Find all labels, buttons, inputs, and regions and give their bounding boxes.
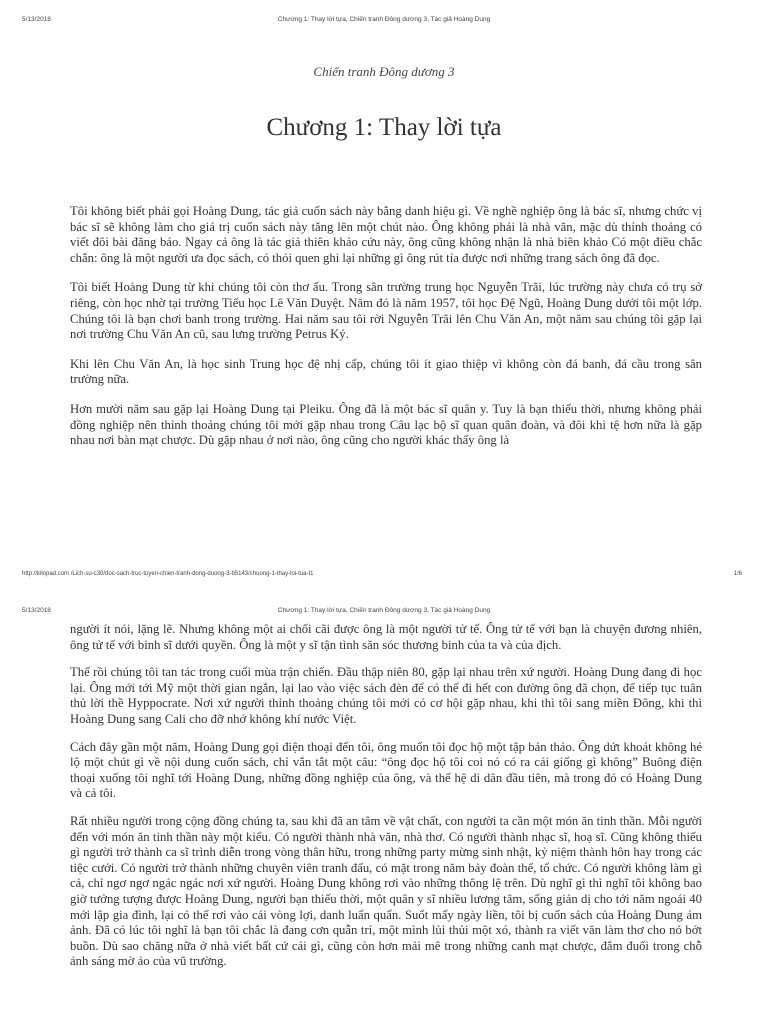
header-title: Chương 1: Thay lời tựa, Chiến tranh Đông dương 3, Tác giả Hoàng Dung xyxy=(277,607,491,614)
header-date: 5/13/2018 xyxy=(22,607,51,614)
page1-header xyxy=(0,16,768,30)
chapter-title: Chương 1: Thay lời tựa xyxy=(266,114,502,141)
paragraph: Khi lên Chu Văn An, là học sinh Trung học đệ nhị cấp, chúng tôi ít giao thiệp vì không còn đá banh, đá cầu trong sân trường nữa. xyxy=(70,356,702,387)
paragraph: Rất nhiều người trong cộng đồng chúng ta, sau khi đã an tâm về vật chất, con người ta cần một món ăn tinh thần. Mỗi người đến với món ăn tinh thần này một kiểu. Có người thành nhà văn, nhà thơ. Có người thành nhạc sĩ, hoạ sĩ. Cũng không thiếu gì người trở thành ca sĩ trình diễn trong vòng thân hữu, trong những party mừng sinh nhật, kỷ niệm thành hôn hay trong các tiệc cưới. Có người trở thành những chuyên viên tranh đấu, có mặt trong năm bảy đoàn thể, tổ chức. Có người không làm gì cả, chỉ ngơ ngơ ngác ngác nơi xứ người. Hoàng Dung không rơi vào những thông lệ trên. Dù nghĩ gì thì nghĩ tôi không bao giờ tưởng tượng được Hoàng Dung, người bạn thiếu thời, một quân y sĩ nhiều lương tâm, sống giản dị cho tới năm ngoái 40 mới lập gia đình, lại có thể rơi vào cái vòng lợi, danh luẩn quẩn. Suốt mấy ngày liền, tôi bị cuốn sách của Hoàng Dung ám ảnh. Đã có lúc tôi nghĩ là bạn tôi chắc là đang cơn quẫn trí, một mình lủi thủi một xó, thành ra viết văn làm thơ cho nó bớt buồn. Dù sao chăng nữa ở nhà viết bất cứ cái gì, cũng còn hơn mải mê trong những canh mạt chược, đắm đuối trong chỗ ánh sáng mờ ảo của vũ trường. xyxy=(70,813,702,969)
page2-body xyxy=(70,622,702,1022)
footer-url[interactable]: http://kilopad.com /Lich-su-c30/doc-sach-truc-tuyen-chien-tranh-dong-duong-3-b5143/chuong-1-thay-loi-tua-t1 xyxy=(22,571,314,577)
paragraph: Hơn mười năm sau gặp lại Hoàng Dung tại Pleiku. Ông đã là một bác sĩ quân y. Tuy là bạn thiếu thời, nhưng không phải đồng nghiệp nên thỉnh thoảng chúng tôi mới gặp nhau trong Câu lạc bộ sĩ quan quân đoàn, và đôi khi tệ hơn nữa là gặp nhau nơi bàn mạt chược. Dù gặp nhau ở nơi nào, ông cũng cho người khác thấy ông là xyxy=(70,401,702,448)
paragraph: Thế rồi chúng tôi tan tác trong cuối mùa trận chiến. Đầu thập niên 80, gặp lại nhau trên xứ người. Hoàng Dung đang đi học lại. Ông mới tới Mỹ một thời gian ngắn, lại lao vào việc sách đèn để có thể đi hết con đường ông đã chọn, để tiếp tục tuân thủ lời thề Hyppocrate. Nơi xứ người thỉnh thoảng chúng tôi mới có cơ hội gặp nhau, khi thì tôi sang miền Đông, khi thì Hoàng Dung sang Cali cho đỡ nhớ không khí nước Việt. xyxy=(70,665,702,726)
page-number: 1/6 xyxy=(733,571,742,577)
page2-header xyxy=(0,607,768,621)
header-date: 5/13/2018 xyxy=(22,16,51,23)
header-title: Chương 1: Thay lời tựa, Chiến tranh Đông dương 3, Tác giả Hoàng Dung xyxy=(277,16,491,23)
paragraph: Cách đây gần một năm, Hoàng Dung gọi điện thoại đến tôi, ông muốn tôi đọc hộ một tập bản thảo. Ông dứt khoát không hé lộ một chút gì về nội dung cuốn sách, chỉ vắn tắt một câu: “ông đọc hộ tôi coi nó có ra cái giống gì không” Buông điện thoại xuống tôi nghĩ tới Hoàng Dung, những đồng nghiệp của ông, và thế hệ di dân đầu tiên, mà trong đó có Hoàng Dung và cả tôi. xyxy=(70,739,702,801)
paragraph: Tôi biết Hoàng Dung từ khi chúng tôi còn thơ ấu. Trong sân trường trung học Nguyễn Trãi, lúc trường này chưa có trụ sở riêng, còn học nhờ tại trường Tiểu học Lê Văn Duyệt. Năm đó là năm 1957, tôi học Đệ Ngũ, Hoàng Dung dưới tôi một lớp. Chúng tôi là bạn chơi banh trong trường. Hai năm sau tôi rời Nguyễn Trãi lên Chu Văn An, một năm sau chúng tôi gặp lại nơi trường Chu Văn An cũ, sau lưng trường Petrus Ký. xyxy=(70,280,702,342)
page1-footer xyxy=(0,571,768,583)
book-title: Chiến tranh Đông dương 3 xyxy=(313,64,455,79)
page1-body xyxy=(70,204,702,474)
paragraph: người ít nói, lặng lẽ. Nhưng không một ai chối cãi được ông là một người tử tế. Ông tử tế với bạn là chuyện đương nhiên, ông tử tế với binh sĩ dưới quyền. Ông là một y sĩ tận tình săn sóc thương binh của ta và của địch. xyxy=(70,622,702,652)
paragraph: Tôi không biết phải gọi Hoàng Dung, tác giả cuốn sách này bằng danh hiệu gì. Về nghề nghiệp ông là bác sĩ, nhưng chức vị bác sĩ sẽ không làm cho giá trị cuốn sách này tăng lên một chút nào. Ông không phải là nhà văn, mặc dù thỉnh thoảng có viết đôi bài đăng báo. Ngay cả ông là tác giả thiên khảo cứu này, ông cũng không nhận là nhà biên khảo Có một điều chắc chắn: ông là một người ưa đọc sách, có thói quen ghi lại những gì ông rút tỉa được nơi những trang sách ông đã đọc. xyxy=(70,204,702,265)
